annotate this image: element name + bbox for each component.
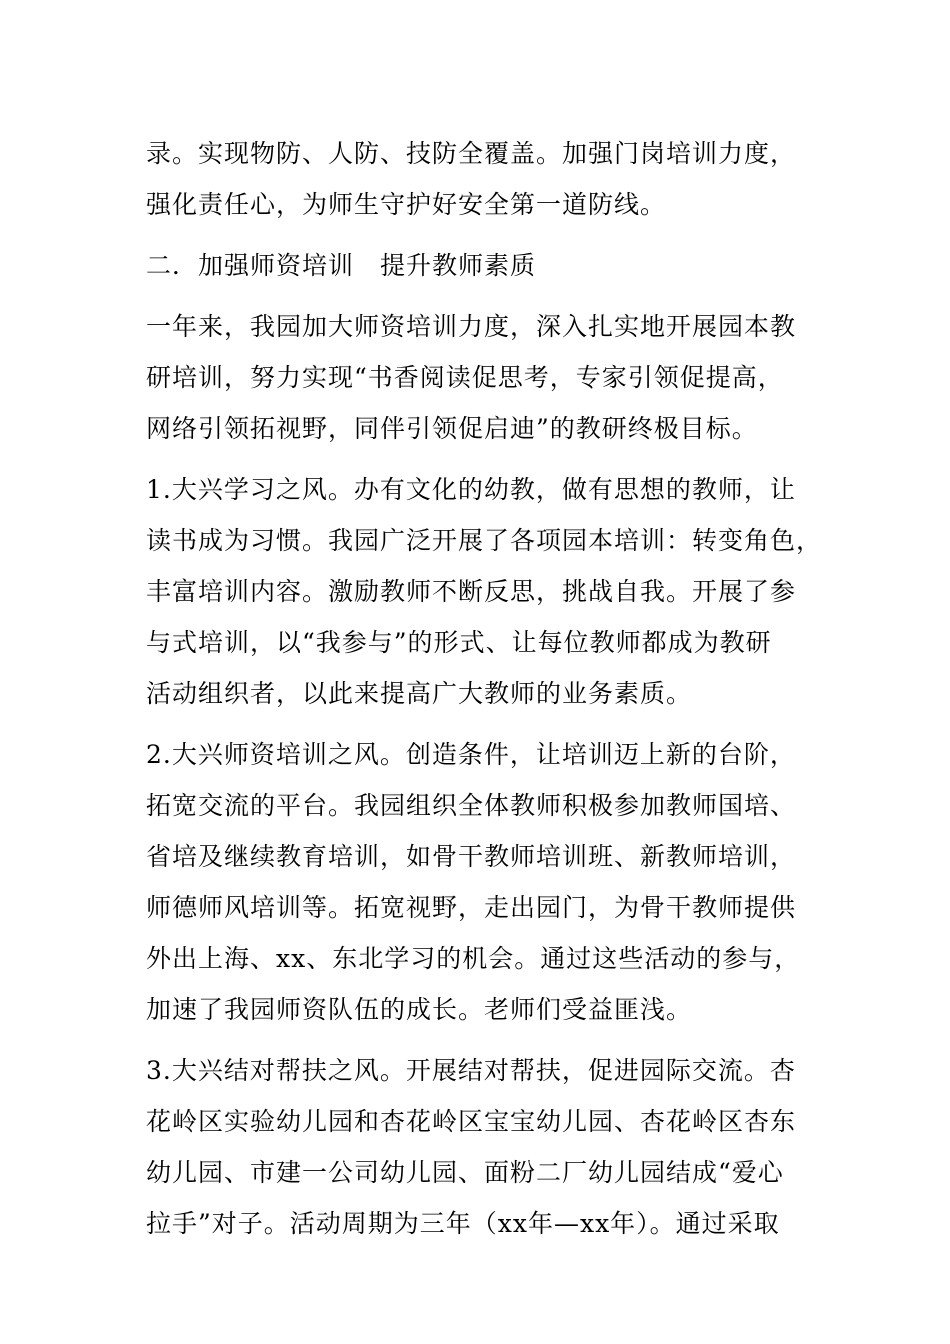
- text-line: 1.大兴学习之风。办有文化的幼教，做有思想的教师，让: [146, 475, 796, 504]
- text-line: 网络引领拓视野，同伴引领促启迪”的教研终极目标。: [146, 414, 758, 443]
- text-line: 师德师风培训等。拓宽视野，走出园门，为骨干教师提供: [146, 893, 797, 922]
- text-line: 2.大兴师资培训之风。创造条件，让培训迈上新的台阶，: [146, 740, 796, 769]
- text-line: 3.大兴结对帮扶之风。开展结对帮扶，促进园际交流。杏: [146, 1056, 796, 1085]
- text-line: 丰富培训内容。激励教师不断反思，挑战自我。开展了参: [146, 577, 797, 606]
- paragraph-item-2: [146, 729, 806, 1035]
- text-line: 活动组织者，以此来提高广大教师的业务素质。: [146, 679, 693, 708]
- text-line: 拉手”对子。活动周期为三年（xx年—xx年）。通过采取: [146, 1209, 780, 1238]
- text-line: 幼儿园、市建一公司幼儿园、面粉二厂幼儿园结成“爱心: [146, 1158, 784, 1187]
- paragraph-item-3: [146, 1045, 806, 1249]
- text-line: 强化责任心，为师生守护好安全第一道防线。: [146, 190, 667, 219]
- text-line: 加速了我园师资队伍的成长。老师们受益匪浅。: [146, 995, 693, 1024]
- text-line: 一年来，我园加大师资培训力度，深入扎实地开展园本教: [146, 312, 797, 341]
- document-body: [146, 128, 823, 1259]
- paragraph-security-ending: [146, 128, 806, 230]
- text-line: 花岭区实验幼儿园和杏花岭区宝宝幼儿园、杏花岭区杏东: [146, 1107, 797, 1136]
- text-line: 研培训，努力实现“书香阅读促思考，专家引领促提高，: [146, 363, 784, 392]
- text-line: 录。实现物防、人防、技防全覆盖。加强门岗培训力度，: [146, 139, 797, 168]
- paragraph-item-1: [146, 464, 823, 719]
- text-line: 拓宽交流的平台。我园组织全体教师积极参加教师国培、: [146, 791, 797, 820]
- section-heading: [146, 240, 806, 291]
- text-line: 外出上海、xx、东北学习的机会。通过这些活动的参与，: [146, 944, 801, 973]
- text-line: 读书成为习惯。我园广泛开展了各项园本培训：转变角色，: [146, 526, 823, 555]
- paragraph-intro: [146, 301, 806, 454]
- text-line: 与式培训，以“我参与”的形式、让每位教师都成为教研: [146, 628, 772, 657]
- text-line: 省培及继续教育培训，如骨干教师培训班、新教师培训，: [146, 842, 797, 871]
- section-heading-text: 二．加强师资培训 提升教师素质: [146, 251, 537, 280]
